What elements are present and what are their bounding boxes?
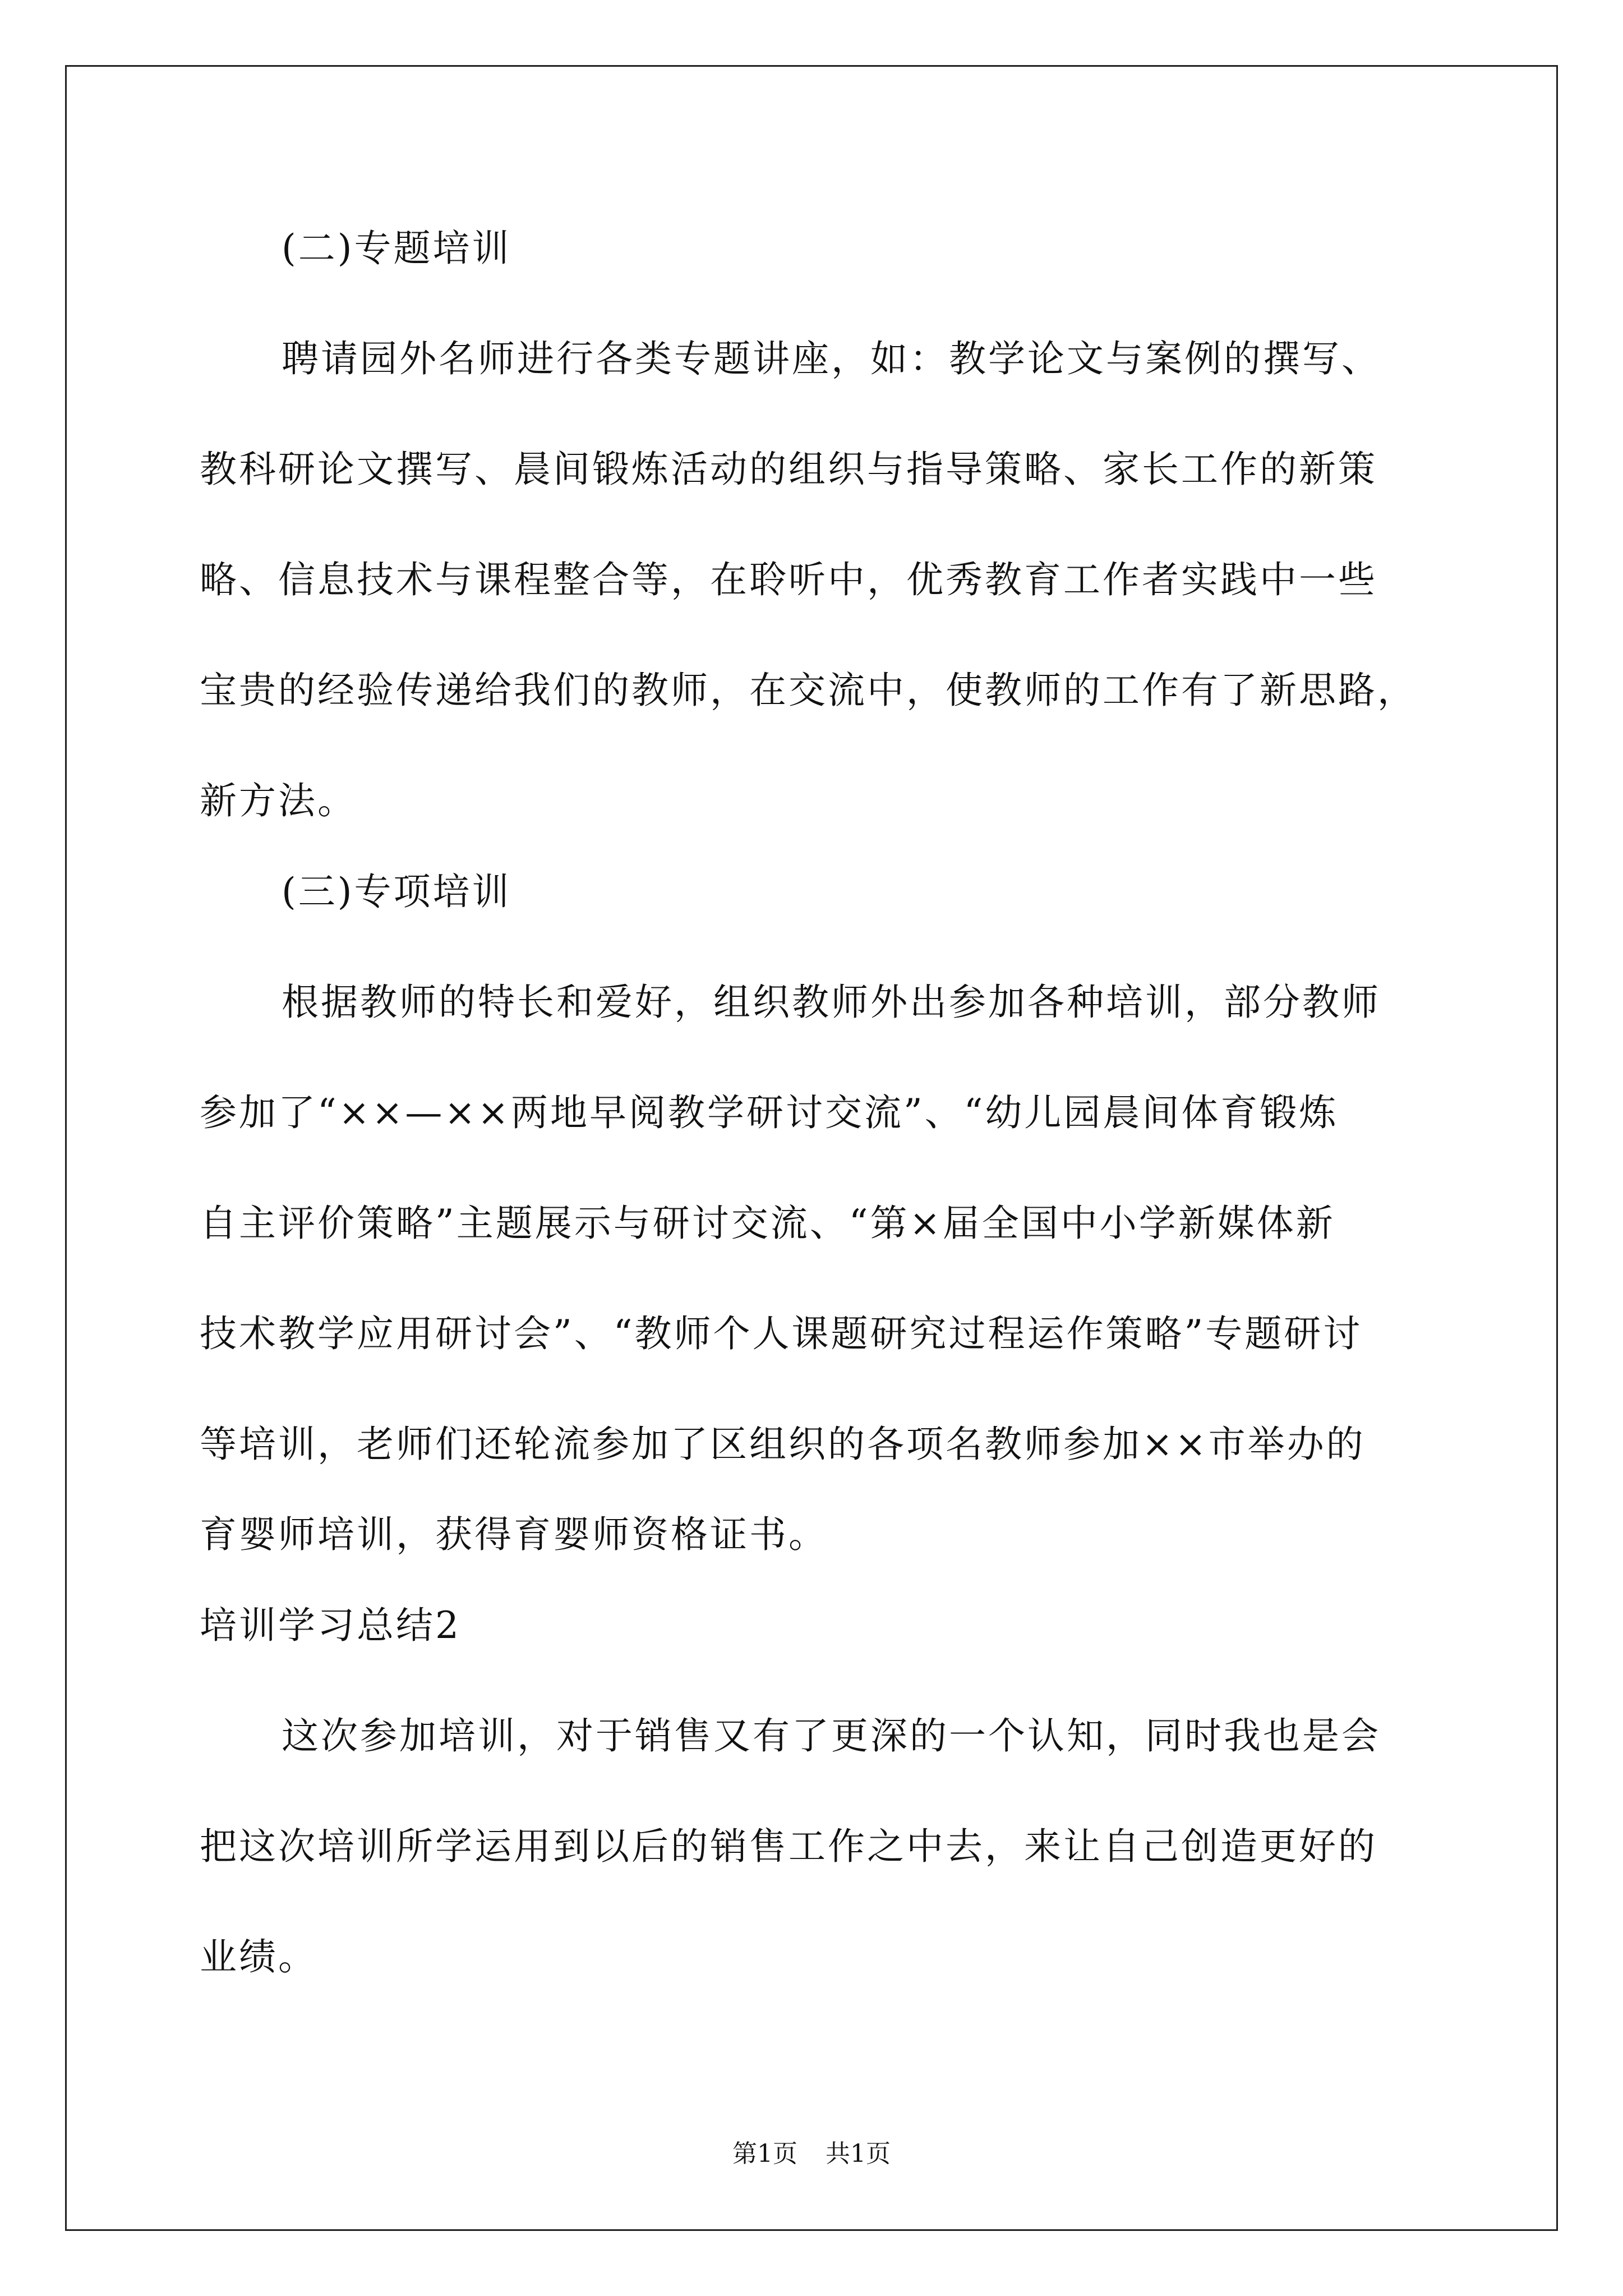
page-number: 第1页 xyxy=(732,2139,797,2168)
section-heading: (二)专题培训 xyxy=(282,227,511,270)
page-total: 共1页 xyxy=(826,2139,891,2168)
page-footer xyxy=(0,2137,1623,2171)
page-border xyxy=(65,65,1558,2231)
paragraph-line: 业绩。 xyxy=(200,1935,317,1978)
paragraph-line: 新方法。 xyxy=(200,779,357,822)
paragraph-line: 技术教学应用研讨会”、“教师个人课题研究过程运作策略”专题研讨 xyxy=(200,1312,1363,1355)
paragraph-line: 聘请园外名师进行各类专题讲座，如：教学论文与案例的撰写、 xyxy=(282,337,1381,380)
paragraph-line: 教科研论文撰写、晨间锻炼活动的组织与指导策略、家长工作的新策 xyxy=(200,448,1377,491)
paragraph-line: 等培训，老师们还轮流参加了区组织的各项名教师参加××市举办的 xyxy=(200,1423,1366,1466)
section-title: 培训学习总结2 xyxy=(200,1604,461,1647)
paragraph-line: 宝贵的经验传递给我们的教师，在交流中，使教师的工作有了新思路， xyxy=(200,669,1417,712)
paragraph-line: 这次参加培训，对于销售又有了更深的一个认知，同时我也是会 xyxy=(282,1714,1381,1757)
paragraph-line: 略、信息技术与课程整合等，在聆听中，优秀教育工作者实践中一些 xyxy=(200,558,1377,601)
paragraph-line: 自主评价策略”主题展示与研讨交流、“第×届全国中小学新媒体新 xyxy=(200,1202,1335,1245)
paragraph-line: 把这次培训所学运用到以后的销售工作之中去，来让自己创造更好的 xyxy=(200,1825,1377,1868)
paragraph-line: 参加了“××—××两地早阅教学研讨交流”、“幼儿园晨间体育锻炼 xyxy=(200,1091,1339,1134)
paragraph-line: 根据教师的特长和爱好，组织教师外出参加各种培训，部分教师 xyxy=(282,981,1381,1024)
section-heading: (三)专项培训 xyxy=(282,870,511,913)
paragraph-line: 育婴师培训，获得育婴师资格证书。 xyxy=(200,1513,828,1556)
